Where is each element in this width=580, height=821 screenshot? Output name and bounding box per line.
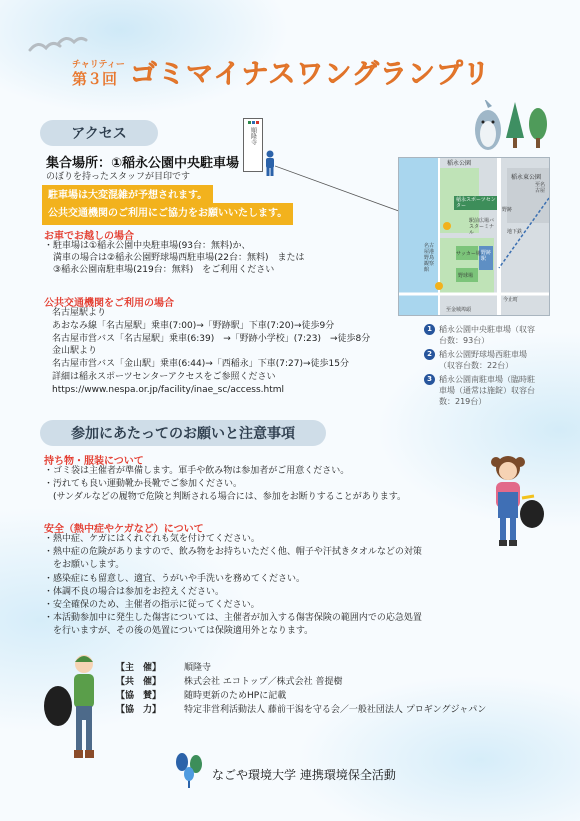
map-label: 稲永公園 — [447, 160, 472, 167]
page-title: ゴミマイナスワングランプリ — [130, 59, 491, 90]
map-label: サッカー場 — [456, 251, 481, 257]
shark-mascot-icon — [470, 100, 506, 156]
map-label: 野跡駅 — [481, 250, 492, 262]
car-heading: お車でお越しの場合 — [44, 231, 134, 242]
access-map — [398, 157, 550, 316]
legend-text: 稲永公園野球場西駐車場 （収容台数：22台） — [439, 350, 527, 370]
map-legend — [424, 324, 535, 407]
legend-text: 稲永公園南駐車場（臨時駐 車場（通常は施錠）収容台 数：219台） — [439, 375, 535, 406]
trees-icon — [504, 100, 550, 156]
organizer-row — [116, 702, 486, 716]
organizer-row — [116, 660, 486, 674]
alert-line-1: 駐車場は大変混雑が予想されます。 — [42, 185, 213, 207]
legend-item — [424, 374, 535, 407]
volunteer-man-icon — [42, 650, 104, 766]
car-body: ・駐車場は①稲永公園中央駐車場(93台：無料)か、 満車の場合は②稲永公園野球場西駐車場(22台：無料) または ③稲永公園南駐車場(219台：無料) をご利用ください — [44, 241, 305, 275]
volunteer-girl-icon — [480, 452, 546, 556]
organizer-list — [116, 660, 486, 716]
map-label: 野球場 — [458, 273, 474, 279]
section-notice-title: 参加にあたってのお願いと注意事項 — [40, 420, 326, 446]
flag-banner — [243, 118, 263, 172]
edition-label: 第３回 — [72, 70, 118, 88]
organizer-row — [116, 688, 486, 702]
organizer-role: 【協 賛】 — [116, 691, 162, 701]
legend-number: 2 — [424, 349, 435, 360]
legend-item — [424, 324, 535, 346]
legend-number: 3 — [424, 374, 435, 385]
map-label: 野跡 — [502, 207, 513, 213]
legend-item — [424, 349, 535, 371]
belongings-heading: 持ち物・服装について — [44, 456, 144, 467]
legend-number: 1 — [424, 324, 435, 335]
organizer-role: 【主 催】 — [116, 663, 162, 673]
meeting-note: のぼりを持ったスタッフが目印です — [46, 172, 191, 182]
nagoya-env-logo-icon — [172, 752, 206, 792]
organizer-role: 【協 力】 — [116, 705, 162, 715]
alert-line-2: 公共交通機関のご利用にご協力をお願いいたします。 — [42, 203, 293, 225]
map-label: 稲永東公園 — [511, 174, 542, 181]
transit-body: 名古屋駅より あおなみ線「名古屋駅」乗車(7:00)→「野跡駅」下車(7:20)→徒歩9分 名古屋市営バス「名古屋駅」乗車(6:39) →「野跡小学校」(7:23) →徒歩8分 金山駅より 名古屋市営バス「金山駅」乗車(6:44)→「西稲永」下車(7:27)→徒歩15分 詳細は稲永スポーツセンターアクセスをご参照ください https://www.nespa.or.jp/facility/inae_sc/access.html — [52, 308, 371, 395]
map-label: 名古屋港野鳥観察館 — [424, 243, 435, 273]
legend-text: 稲永公園中央駐車場（収容 台数：93台） — [439, 325, 535, 345]
transit-heading: 公共交通機関をご利用の場合 — [44, 298, 174, 309]
map-label: 至名古屋 — [535, 182, 546, 194]
belongings-body: ・ゴミ袋は主催者が準備します。軍手や飲み物は参加者がご用意ください。 ・汚れても良い運動靴か長靴でご参加ください。 (サンダルなどの履物で危険と判断される場合には、参加をお断りすることがあります。 — [44, 466, 406, 502]
meeting-place: 集合場所：①稲永公園中央駐車場 — [46, 156, 240, 171]
organizer-name: 順隆寺 — [184, 663, 212, 673]
map-label: 至金城埠頭 — [446, 307, 472, 313]
map-label: 稲永スポーツセンター — [456, 197, 496, 209]
footer-text: なごや環境大学 連携環境保全活動 — [212, 768, 396, 782]
charity-label: チャリティー — [72, 60, 125, 70]
map-label: 今止町 — [503, 297, 519, 303]
safety-heading: 安全（熱中症やケガなど）について — [44, 524, 204, 535]
organizer-name: 特定非営利活動法人 藤前干潟を守る会／一般社団法人 プロギングジャパン — [184, 705, 487, 715]
map-label: 地下鉄 — [507, 229, 523, 235]
organizer-role: 【共 催】 — [116, 677, 162, 687]
safety-body: ・熱中症、ケガにはくれぐれも気を付けてください。 ・熱中症の危険がありますので、飲み物をお持ちいただく他、帽子や汗拭きタオルなどの対策 をお願いします。 ・感染症にも留意し、適宜、うがいや手洗いを務めてください。 ・体調不良の場合は参加をお控えください。 ・安全確保のため、主催者の指示に従ってください。 ・本活動参加中に発生した傷害については、主催者が加入する傷害保険の範囲内での応急処置 を行いますが、その後の処置については保険適用外となります。 — [44, 534, 422, 637]
organizer-row — [116, 674, 486, 688]
organizer-name: 随時更新のためHPに記載 — [184, 691, 287, 701]
section-access-title: アクセス — [40, 120, 158, 146]
map-label: 駅前広場バスターミナル — [469, 218, 495, 236]
organizer-name: 株式会社 エコトップ／株式会社 普提樹 — [184, 677, 343, 687]
flag-text: 順隆寺 — [249, 127, 257, 145]
